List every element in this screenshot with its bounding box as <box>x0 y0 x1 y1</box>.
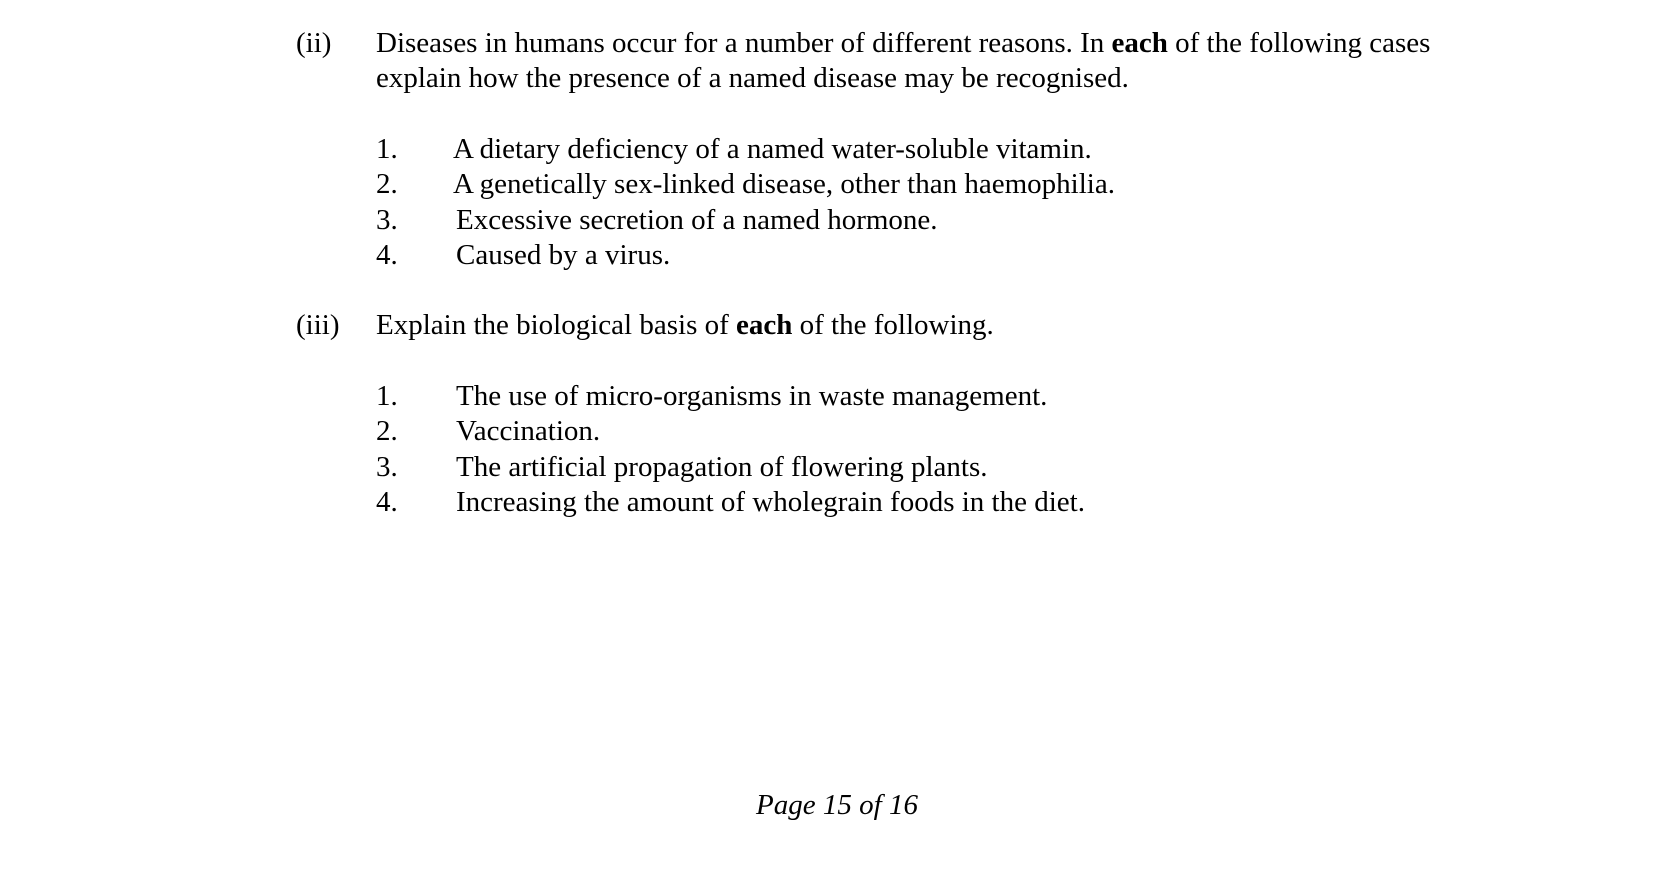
list-item <box>376 238 1576 273</box>
list-item <box>376 379 1576 414</box>
list-item-number: 2. <box>376 415 398 448</box>
list-item <box>376 167 1576 202</box>
intro-text-post: of the following. <box>792 309 994 341</box>
list-item <box>376 414 1576 449</box>
list-item-text: Increasing the amount of wholegrain foods in the diet. <box>456 485 1085 518</box>
intro-text-post: of the following cases <box>1167 27 1431 59</box>
list-item <box>376 203 1576 238</box>
list-item-text: A dietary deficiency of a named water-soluble vitamin. <box>453 133 1092 165</box>
question-intro <box>376 26 1596 96</box>
list-item-text: Excessive secretion of a named hormone. <box>456 203 938 236</box>
question-list <box>376 132 1576 273</box>
question-intro-line-1 <box>376 308 1596 343</box>
intro-text-pre: Explain the biological basis of <box>376 309 737 341</box>
list-item <box>376 450 1576 485</box>
question-label: (iii) <box>296 309 340 341</box>
list-item-number: 1. <box>376 133 398 165</box>
intro-emphasis: each <box>1111 27 1168 59</box>
list-item-number: 2. <box>376 168 398 201</box>
question-intro-line-2: explain how the presence of a named disease may be recognised. <box>376 62 1129 94</box>
list-item-number: 3. <box>376 203 398 236</box>
question-list <box>376 379 1576 520</box>
question-intro <box>376 308 1596 343</box>
question-intro-line-1 <box>376 26 1596 61</box>
page-number-footer: Page 15 of 16 <box>756 789 918 821</box>
question-label: (ii) <box>296 27 332 59</box>
list-item-number: 4. <box>376 238 398 271</box>
list-item <box>376 132 1576 167</box>
list-item-text: Caused by a virus. <box>456 238 671 271</box>
list-item-number: 1. <box>376 380 398 412</box>
intro-text-pre: Diseases in humans occur for a number of different reasons. In <box>376 27 1112 59</box>
list-item-text: The artificial propagation of flowering plants. <box>456 450 988 483</box>
list-item-text: Vaccination. <box>456 415 601 448</box>
list-item-number: 3. <box>376 450 398 483</box>
list-item <box>376 485 1576 520</box>
list-item-text: A genetically sex-linked disease, other than haemophilia. <box>453 168 1115 201</box>
list-item-number: 4. <box>376 485 398 518</box>
list-item-text: The use of micro-organisms in waste management. <box>456 380 1048 412</box>
intro-emphasis: each <box>736 309 793 341</box>
